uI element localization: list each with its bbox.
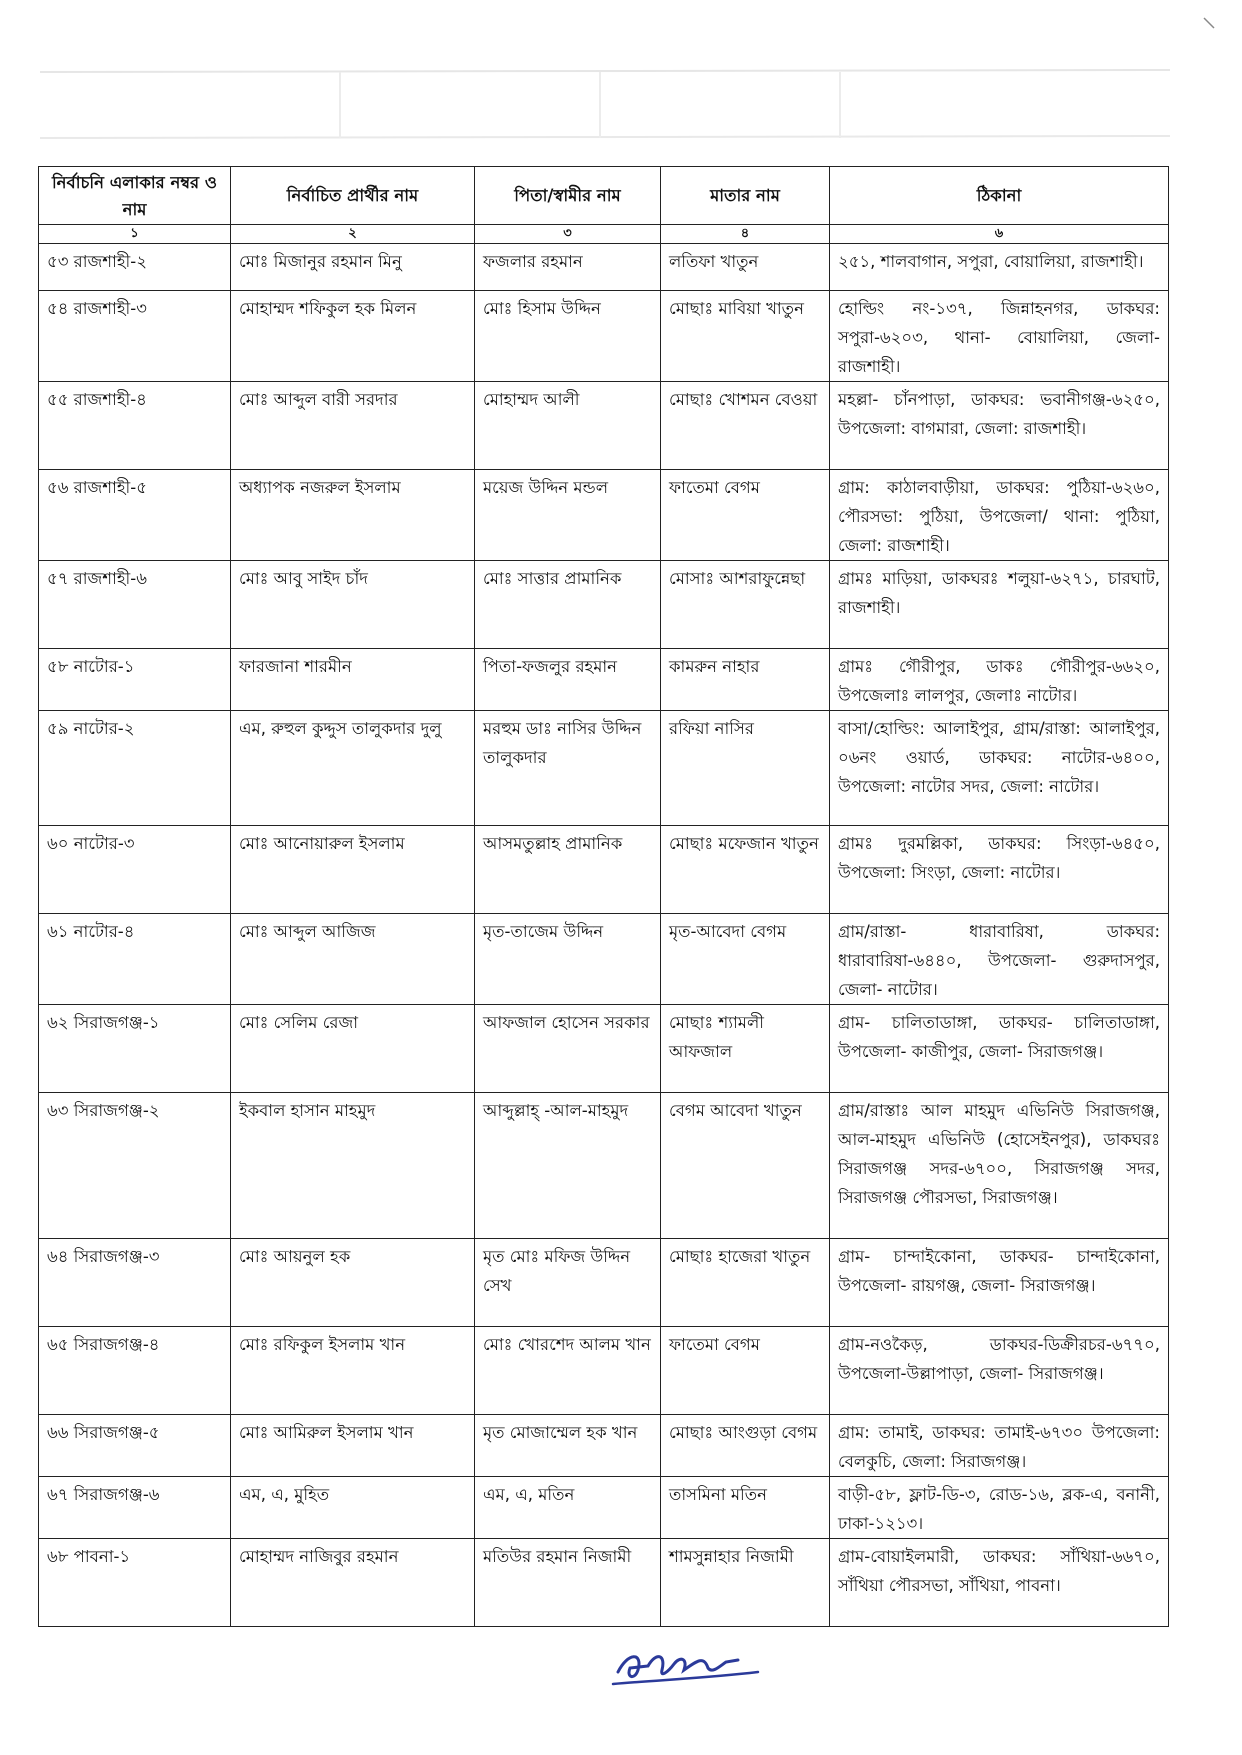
candidate-name-cell: মোঃ আব্দুল বারী সরদার <box>231 382 475 470</box>
mother-name-cell: মোছাঃ শ্যামলী আফজাল <box>661 1005 830 1093</box>
address-cell: গ্রাম/রাস্তাঃ আল মাহমুদ এভিনিউ সিরাজগঞ্জ, আল-মাহমুদ এভিনিউ (হোসেইনপুর), ডাকঘরঃ সিরাজগঞ্জ সদর-৬৭০০, সিরাজগঞ্জ সদর, সিরাজগঞ্জ পৌরসভা, সিরাজগঞ্জ। <box>830 1093 1169 1239</box>
father-name-cell: ফজলার রহমান <box>475 244 661 291</box>
mother-name-cell: মোছাঃ আংগুড়া বেগম <box>661 1415 830 1477</box>
mother-name-cell: রফিয়া নাসির <box>661 711 830 826</box>
corner-mark <box>1200 14 1220 34</box>
address-cell: গ্রাম- চান্দাইকোনা, ডাকঘর- চান্দাইকোনা, উপজেলা- রায়গঞ্জ, জেলা- সিরাজগঞ্জ। <box>830 1239 1169 1327</box>
constituency-cell: ৫৫ রাজশাহী-৪ <box>39 382 231 470</box>
candidate-name-cell: মোঃ আব্দুল আজিজ <box>231 914 475 1005</box>
mother-name-cell: কামরুন নাহার <box>661 649 830 711</box>
mother-name-cell: মৃত-আবেদা বেগম <box>661 914 830 1005</box>
table-row <box>39 1477 1169 1539</box>
candidate-name-cell: মোঃ আয়নুল হক <box>231 1239 475 1327</box>
table-header-row <box>39 167 1169 225</box>
table-row <box>39 561 1169 649</box>
address-cell: গ্রাম- চালিতাডাঙ্গা, ডাকঘর- চালিতাডাঙ্গা, উপজেলা- কাজীপুর, জেলা- সিরাজগঞ্জ। <box>830 1005 1169 1093</box>
address-cell: বাড়ী-৫৮, ফ্লাট-ডি-৩, রোড-১৬, ব্লক-এ, বনানী, ঢাকা-১২১৩। <box>830 1477 1169 1539</box>
constituency-cell: ৬৪ সিরাজগঞ্জ-৩ <box>39 1239 231 1327</box>
candidate-name-cell: মোঃ আনোয়ারুল ইসলাম <box>231 826 475 914</box>
column-number: ২ <box>231 225 475 244</box>
candidate-name-cell: মোঃ মিজানুর রহমান মিনু <box>231 244 475 291</box>
father-name-cell: মতিউর রহমান নিজামী <box>475 1539 661 1627</box>
address-cell: ২৫১, শালবাগান, সপুরা, বোয়ালিয়া, রাজশাহী। <box>830 244 1169 291</box>
table-row <box>39 291 1169 382</box>
table-row <box>39 1327 1169 1415</box>
candidate-name-cell: ফারজানা শারমীন <box>231 649 475 711</box>
father-name-cell: মৃত মোঃ মফিজ উদ্দিন সেখ <box>475 1239 661 1327</box>
mother-name-cell: লতিফা খাতুন <box>661 244 830 291</box>
address-cell: গ্রাম-বোয়াইলমারী, ডাকঘর: সাঁথিয়া-৬৬৭০, সাঁথিয়া পৌরসভা, সাঁথিয়া, পাবনা। <box>830 1539 1169 1627</box>
candidate-name-cell: মোঃ সেলিম রেজা <box>231 1005 475 1093</box>
constituency-cell: ৬৮ পাবনা-১ <box>39 1539 231 1627</box>
header-mother: মাতার নাম <box>661 167 830 225</box>
candidate-name-cell: এম, এ, মুহিত <box>231 1477 475 1539</box>
candidate-name-cell: ইকবাল হাসান মাহমুদ <box>231 1093 475 1239</box>
mother-name-cell: মোছাঃ হাজেরা খাতুন <box>661 1239 830 1327</box>
candidate-name-cell: মোঃ আবু সাইদ চাঁদ <box>231 561 475 649</box>
father-name-cell: মৃত মোজাম্মেল হক খান <box>475 1415 661 1477</box>
father-name-cell: মোঃ সাত্তার প্রামানিক <box>475 561 661 649</box>
table-row <box>39 649 1169 711</box>
father-name-cell: আফজাল হোসেন সরকার <box>475 1005 661 1093</box>
father-name-cell: মোঃ হিসাম উদ্দিন <box>475 291 661 382</box>
constituency-cell: ৬১ নাটোর-৪ <box>39 914 231 1005</box>
constituency-cell: ৬০ নাটোর-৩ <box>39 826 231 914</box>
constituency-cell: ৬৭ সিরাজগঞ্জ-৬ <box>39 1477 231 1539</box>
column-number: ৬ <box>830 225 1169 244</box>
table-row <box>39 1239 1169 1327</box>
address-cell: গ্রাম: কাঠালবাড়ীয়া, ডাকঘর: পুঠিয়া-৬২৬০, পৌরসভা: পুঠিয়া, উপজেলা/ থানা: পুঠিয়া, জেলা: রাজশাহী। <box>830 470 1169 561</box>
table-row <box>39 1415 1169 1477</box>
constituency-cell: ৫৭ রাজশাহী-৬ <box>39 561 231 649</box>
address-cell: গ্রামঃ গৌরীপুর, ডাকঃ গৌরীপুর-৬৬২০, উপজেলাঃ লালপুর, জেলাঃ নাটোর। <box>830 649 1169 711</box>
mother-name-cell: বেগম আবেদা খাতুন <box>661 1093 830 1239</box>
constituency-cell: ৫৪ রাজশাহী-৩ <box>39 291 231 382</box>
father-name-cell: মোঃ খোরশেদ আলম খান <box>475 1327 661 1415</box>
header-candidate: নির্বাচিত প্রার্থীর নাম <box>231 167 475 225</box>
mother-name-cell: শামসুন্নাহার নিজামী <box>661 1539 830 1627</box>
column-number: ১ <box>39 225 231 244</box>
address-cell: গ্রাম/রাস্তা- ধারাবারিষা, ডাকঘর: ধারাবারিষা-৬৪৪০, উপজেলা- গুরুদাসপুর, জেলা- নাটোর। <box>830 914 1169 1005</box>
mother-name-cell: মোছাঃ খোশমন বেওয়া <box>661 382 830 470</box>
table-row <box>39 826 1169 914</box>
mother-name-cell: মোছাঃ মাবিয়া খাতুন <box>661 291 830 382</box>
constituency-cell: ৬৬ সিরাজগঞ্জ-৫ <box>39 1415 231 1477</box>
candidate-name-cell: অধ্যাপক নজরুল ইসলাম <box>231 470 475 561</box>
constituency-cell: ৬৩ সিরাজগঞ্জ-২ <box>39 1093 231 1239</box>
father-name-cell: মরহুম ডাঃ নাসির উদ্দিন তালুকদার <box>475 711 661 826</box>
candidate-name-cell: মোহাম্মদ শফিকুল হক মিলন <box>231 291 475 382</box>
candidate-name-cell: মোঃ রফিকুল ইসলাম খান <box>231 1327 475 1415</box>
mother-name-cell: ফাতেমা বেগম <box>661 1327 830 1415</box>
table-row <box>39 711 1169 826</box>
candidate-name-cell: এম, রুহুল কুদ্দুস তালুকদার দুলু <box>231 711 475 826</box>
father-name-cell: মৃত-তাজেম উদ্দিন <box>475 914 661 1005</box>
address-cell: হোল্ডিং নং-১৩৭, জিন্নাহনগর, ডাকঘর: সপুরা-৬২০৩, থানা- বোয়ালিয়া, জেলা- রাজশাহী। <box>830 291 1169 382</box>
address-cell: বাসা/হোল্ডিং: আলাইপুর, গ্রাম/রাস্তা: আলাইপুর, ০৬নং ওয়ার্ড, ডাকঘর: নাটোর-৬৪০০, উপজেলা: নাটোর সদর, জেলা: নাটোর। <box>830 711 1169 826</box>
father-name-cell: পিতা-ফজলুর রহমান <box>475 649 661 711</box>
table-row <box>39 1005 1169 1093</box>
mother-name-cell: ফাতেমা বেগম <box>661 470 830 561</box>
constituency-cell: ৫৩ রাজশাহী-২ <box>39 244 231 291</box>
table-row <box>39 1093 1169 1239</box>
signature <box>608 1642 768 1692</box>
constituency-cell: ৫৬ রাজশাহী-৫ <box>39 470 231 561</box>
father-name-cell: ময়েজ উদ্দিন মন্ডল <box>475 470 661 561</box>
table-row <box>39 470 1169 561</box>
address-cell: গ্রামঃ মাড়িয়া, ডাকঘরঃ শলুয়া-৬২৭১, চারঘাট, রাজশাহী। <box>830 561 1169 649</box>
elected-candidates-table <box>38 166 1169 1627</box>
address-cell: গ্রামঃ দুরমল্লিকা, ডাকঘর: সিংড়া-৬৪৫০, উপজেলা: সিংড়া, জেলা: নাটোর। <box>830 826 1169 914</box>
table-row <box>39 1539 1169 1627</box>
mother-name-cell: মোসাঃ আশরাফুন্নেছা <box>661 561 830 649</box>
header-father: পিতা/স্বামীর নাম <box>475 167 661 225</box>
table-row <box>39 244 1169 291</box>
constituency-cell: ৫৮ নাটোর-১ <box>39 649 231 711</box>
address-cell: মহল্লা- চাঁনপাড়া, ডাকঘর: ভবানীগঞ্জ-৬২৫০, উপজেলা: বাগমারা, জেলা: রাজশাহী। <box>830 382 1169 470</box>
bleed-through-marks <box>40 50 1190 150</box>
address-cell: গ্রাম-নওকৈড়, ডাকঘর-ডিক্রীরচর-৬৭৭০, উপজেলা-উল্লাপাড়া, জেলা- সিরাজগঞ্জ। <box>830 1327 1169 1415</box>
mother-name-cell: তাসমিনা মতিন <box>661 1477 830 1539</box>
constituency-cell: ৬২ সিরাজগঞ্জ-১ <box>39 1005 231 1093</box>
constituency-cell: ৬৫ সিরাজগঞ্জ-৪ <box>39 1327 231 1415</box>
table-row <box>39 382 1169 470</box>
address-cell: গ্রাম: তামাই, ডাকঘর: তামাই-৬৭৩০ উপজেলা: বেলকুচি, জেলা: সিরাজগঞ্জ। <box>830 1415 1169 1477</box>
column-number-row <box>39 225 1169 244</box>
candidate-name-cell: মোঃ আমিরুল ইসলাম খান <box>231 1415 475 1477</box>
header-constituency: নির্বাচনি এলাকার নম্বর ও নাম <box>39 167 231 225</box>
father-name-cell: আসমতুল্লাহ প্রামানিক <box>475 826 661 914</box>
father-name-cell: মোহাম্মদ আলী <box>475 382 661 470</box>
column-number: ৩ <box>475 225 661 244</box>
column-number: ৪ <box>661 225 830 244</box>
father-name-cell: আব্দুল্লাহ্ -আল-মাহমুদ <box>475 1093 661 1239</box>
constituency-cell: ৫৯ নাটোর-২ <box>39 711 231 826</box>
mother-name-cell: মোছাঃ মফেজান খাতুন <box>661 826 830 914</box>
father-name-cell: এম, এ, মতিন <box>475 1477 661 1539</box>
table-row <box>39 914 1169 1005</box>
header-address: ঠিকানা <box>830 167 1169 225</box>
candidate-name-cell: মোহাম্মদ নাজিবুর রহমান <box>231 1539 475 1627</box>
